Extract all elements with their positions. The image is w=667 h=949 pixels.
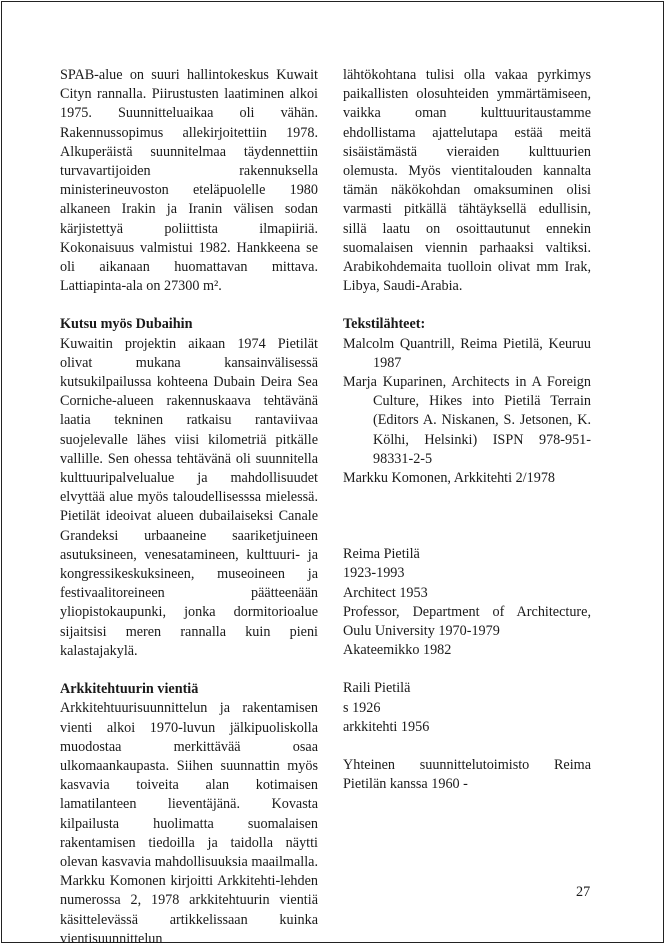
source-item: Marja Kuparinen, Architects in A Foreign Culture, Hikes into Pietilä Terrain (Editors A. Niskanen, S. Jetsonen, K. Kölhi, Helsinki) ISPN 978-951-98331-2-5 <box>343 374 591 467</box>
section-text-dubai: Kuwaitin projektin aikaan 1974 Pietilät olivat mukana kansainvälisessä kutsukilpailussa kohteena Dubain Deira Sea Corniche-alueen rakennuskaava tehtävänä laatia tekninen ratkaisu rantaviivaa suojelevalle lähes viisi kilometriä pitkälle vallille. Sen ohessa tehtävänä oli suunnitella kulttuuripalvelualue ja mahdollisuudet elvyttää alue myös taloudellisesssa mielessä. Pietilät ideoivat alueen dubailaiseksi Canale Grandeksi urbaaneine saariketjuineen asutuksineen, venesatamineen, kulttuuri- ja kongressikeskuksineen, museoineen ja festivaalitoreineen päätteenään yliopistokaupunki, jonka dormitorioalue sijaitsisi meren rannalla kuin pieni kalastajakylä. <box>60 335 318 659</box>
intro-paragraph: SPAB-alue on suuri hallintokeskus Kuwait Cityn rannalla. Piirustusten laatiminen alkoi 1975. Suunnitteluaikaa oli vähän. Rakennussopimus allekirjoitettiin 1978. Alkuperäistä suunnitelmaa täydennettiin turvavartijoiden rakennuksella ministerineuvoston eteläpuolelle 1980 alkaneen Irakin ja Iranin välisen sodan kärjistettyä poliittista ilmapiiriä. Kokonaisuus valmistui 1982. Hankkeena se oli aikanaan huomattavan mittava. Lattiapinta-ala on 27300 m². <box>60 67 318 295</box>
bio-line: Raili Pietilä <box>343 680 411 697</box>
bio-line: Professor, Department of Architecture, Oulu University 1970-1979 <box>343 603 591 640</box>
section-heading-dubai: Kutsu myös Dubaihin <box>60 316 193 333</box>
left-column <box>60 66 318 949</box>
page-number: 27 <box>576 884 591 900</box>
reima-bio <box>343 545 591 660</box>
bio-line: Akateemikko 1982 <box>343 642 452 659</box>
bio-line: s 1926 <box>343 699 381 716</box>
continuation-paragraph: lähtökohtana tulisi olla vakaa pyrkimys paikallisten olosuhteiden ymmärtämiseen, vaikka oman kulttuuritaustamme ehdollistama ajattelutapa estää meitä sisäistämästä vieraiden kulttuurien olemusta. Myös vientitalouden kannalta tämän näkökohdan omaksuminen olisi varmasti pitkällä tähtäyksellä edullisin, sillä laatu on osoittautunut ennekin suomalaisen viennin parhaaksi valtiksi. Arabikohdemaita tuolloin olivat mm Irak, Libya, Saudi-Arabia. <box>343 67 591 295</box>
source-item: Malcolm Quantrill, Reima Pietilä, Keuruu 1987 <box>343 335 591 371</box>
bio-line: arkkitehti 1956 <box>343 718 430 735</box>
right-column <box>343 66 591 795</box>
joint-office-text: Yhteinen suunnittelutoimisto Reima Pietilän kanssa 1960 - <box>343 757 591 793</box>
section-text-export: Arkkitehtuurisuunnittelun ja rakentamisen vienti alkoi 1970-luvun jälkipuoliskolla muodostaa merkittävää osaa ulkomaankaupasta. Siihen suunnattin myös kasvavia toiveita alan kotimaisen lamatilanteen lieventäjänä. Kovasta kilpailusta huolimatta suomalaisen rakentamisen tiedoilla ja taidolla näytti olevan kasvavia mahdollisuuksia maailmalla. Markku Komonen kirjoitti Arkkitehti-lehden numerossa 2, 1978 arkkitehtuurin vientiä käsittelevässä artikkelissaan kuinka vientisuunnittelun <box>60 700 318 947</box>
sources-heading: Tekstilähteet: <box>343 316 426 333</box>
source-item: Markku Komonen, Arkkitehti 2/1978 <box>343 470 556 487</box>
section-heading-export: Arkkitehtuurin vientiä <box>60 681 199 698</box>
bio-line: Reima Pietilä <box>343 546 420 563</box>
bio-line: 1923-1993 <box>343 565 405 582</box>
raili-bio <box>343 679 591 737</box>
bio-line: Architect 1953 <box>343 584 428 601</box>
